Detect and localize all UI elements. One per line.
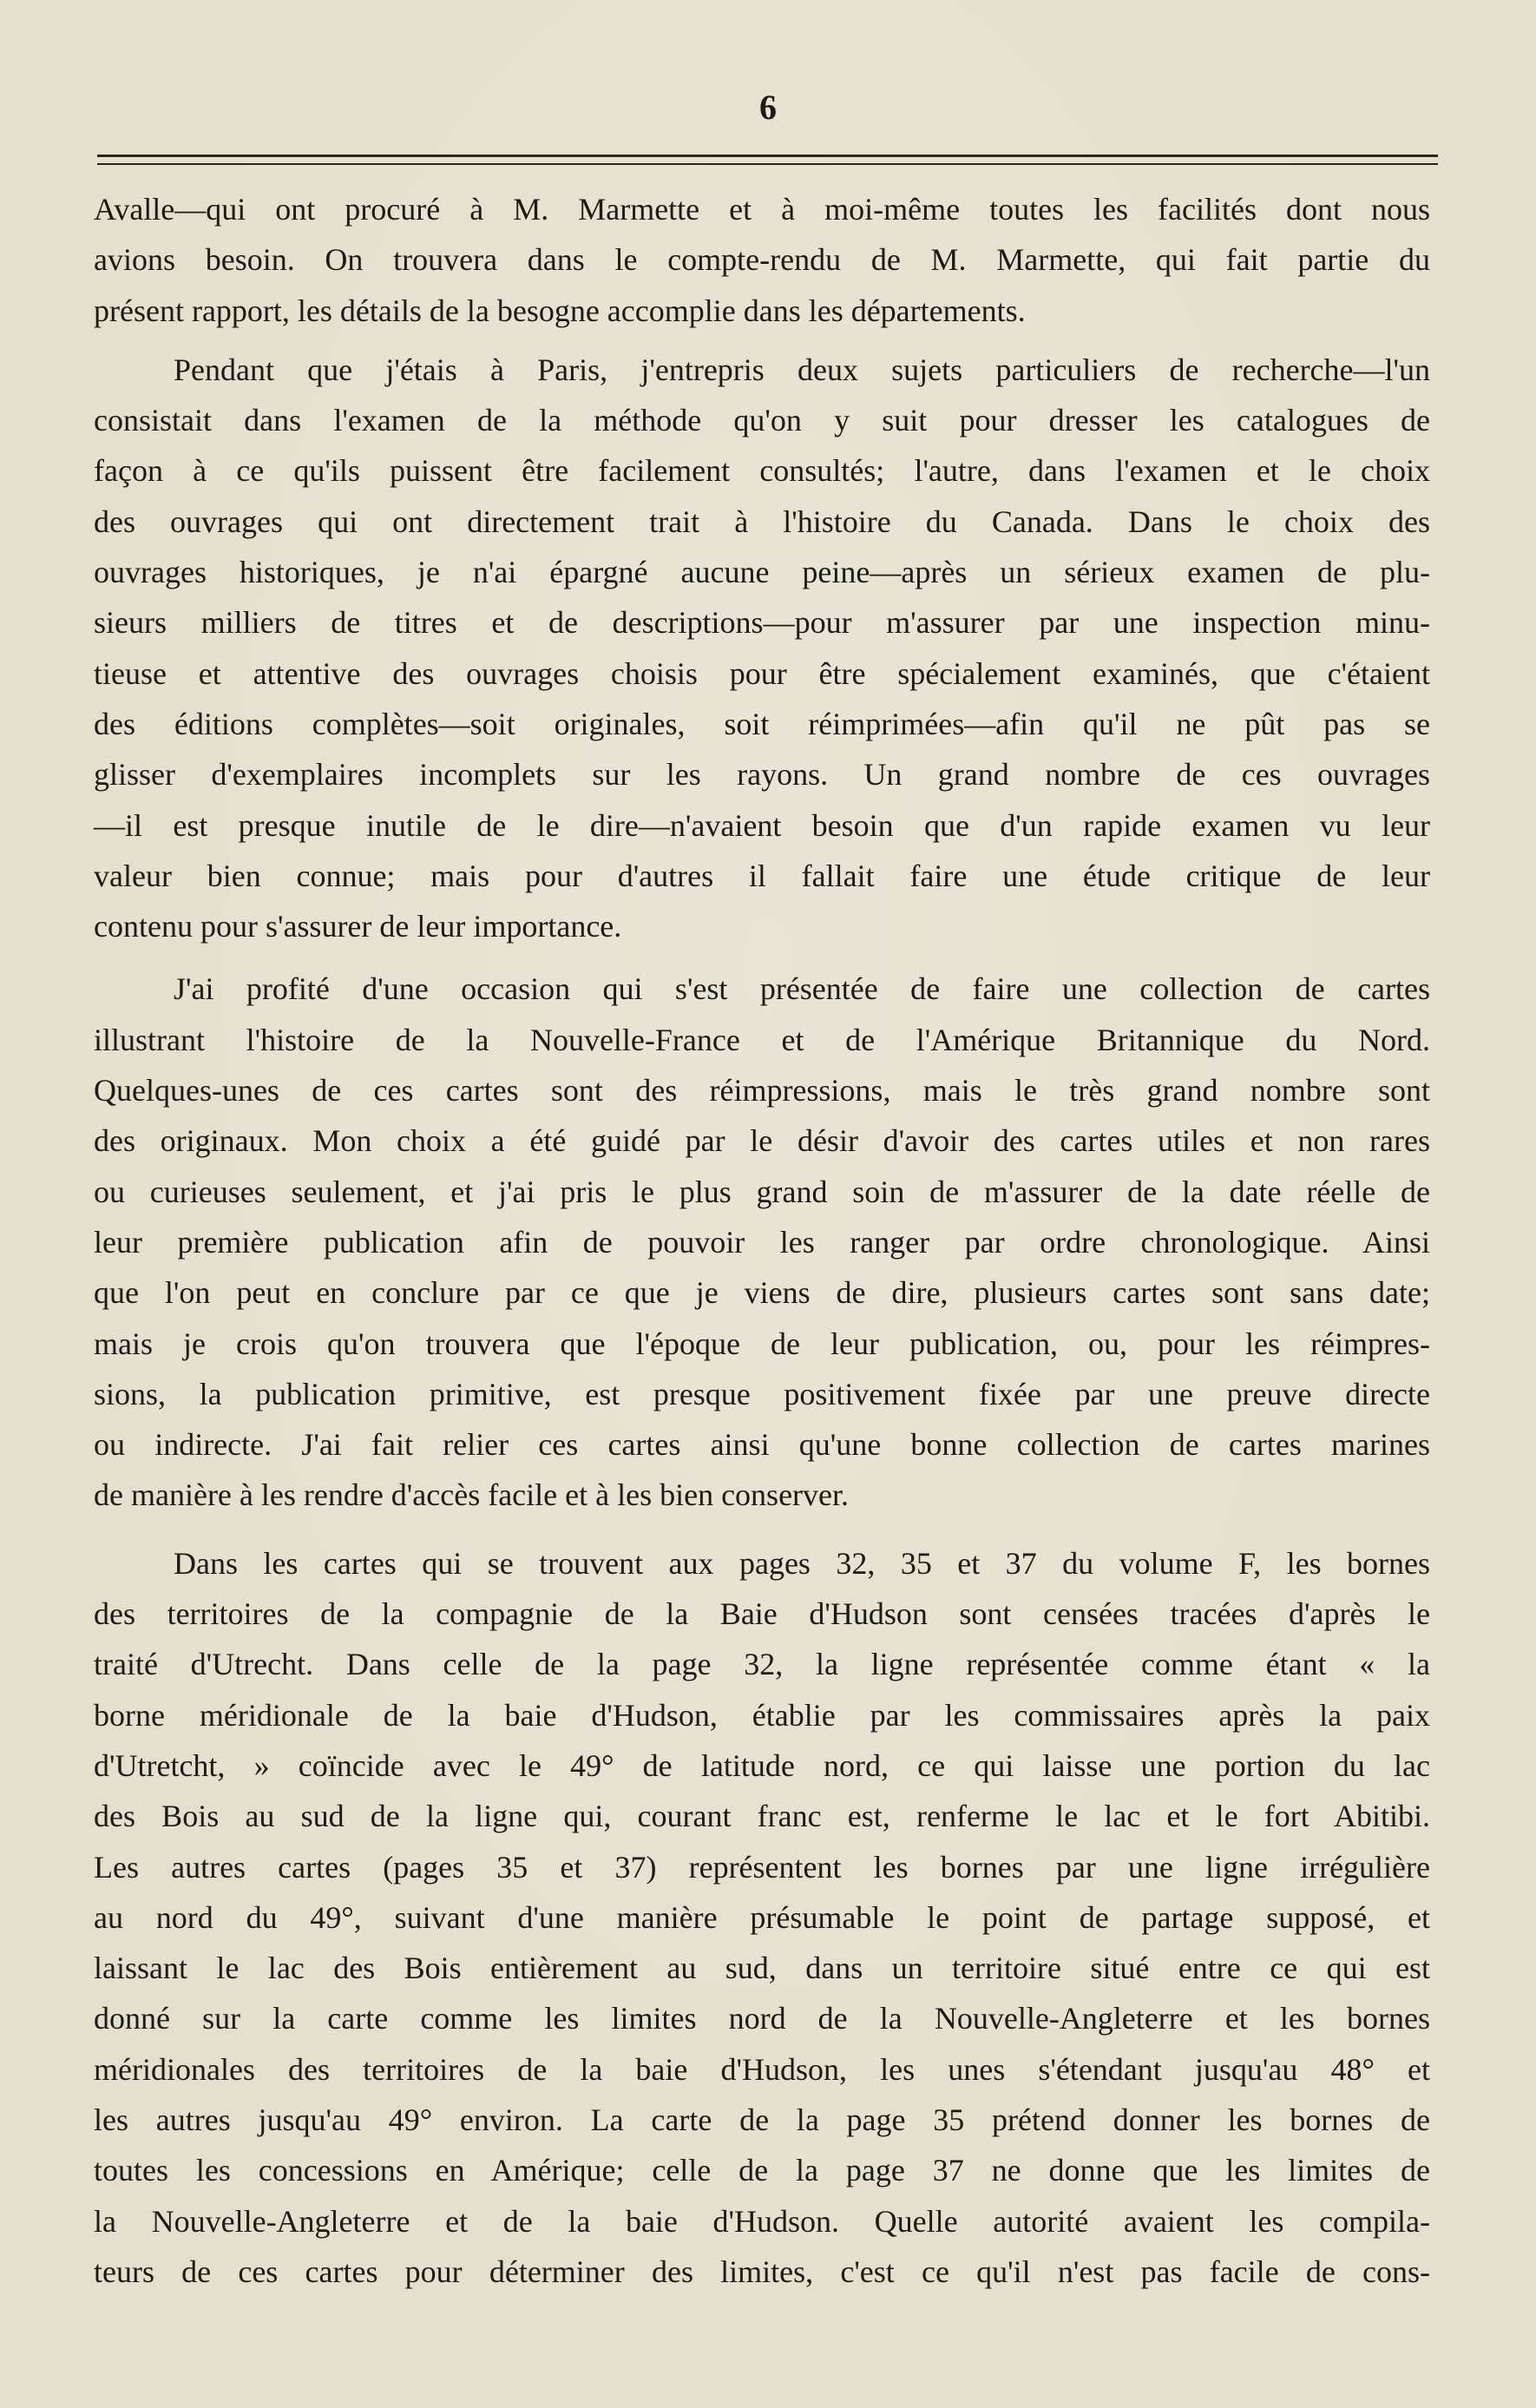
- text-line: façon à ce qu'ils puissent être facilement consultés; l'autre, dans l'examen et le choix: [94, 453, 1430, 489]
- text-line: Avalle—qui ont procuré à M. Marmette et à moi-même toutes les facilités dont nous: [94, 192, 1430, 227]
- text-line: d'Utretcht, » coïncide avec le 49° de latitude nord, ce qui laisse une portion du lac: [94, 1747, 1430, 1783]
- text-line: que l'on peut en conclure par ce que je viens de dire, plusieurs cartes sont sans date;: [94, 1275, 1430, 1311]
- text-line: tieuse et attentive des ouvrages choisis pour être spécialement examinés, que c'étaient: [94, 655, 1430, 691]
- text-line: valeur bien connue; mais pour d'autres il fallait faire une étude critique de leur: [94, 858, 1430, 893]
- text-line: contenu pour s'assurer de leur importance.: [94, 909, 622, 944]
- text-line: teurs de ces cartes pour déterminer des limites, c'est ce qu'il n'est pas facile de cons-: [94, 2253, 1430, 2289]
- text-line: des éditions complètes—soit originales, soit réimprimées—afin qu'il ne pût pas se: [94, 706, 1430, 741]
- text-line: ou curieuses seulement, et j'ai pris le plus grand soin de m'assurer de la date réelle de: [94, 1174, 1430, 1209]
- text-line: laissant le lac des Bois entièrement au sud, dans un territoire situé entre ce qui est: [94, 1951, 1430, 1986]
- text-line: traité d'Utrecht. Dans celle de la page 32, la ligne représentée comme étant « la: [94, 1647, 1430, 1682]
- text-line: mais je crois qu'on trouvera que l'époque de leur publication, ou, pour les réimpres-: [94, 1326, 1430, 1361]
- header-rule-thin: [97, 163, 1438, 165]
- text-line: les autres jusqu'au 49° environ. La carte de la page 35 prétend donner les bornes de: [94, 2102, 1430, 2137]
- text-line: Pendant que j'étais à Paris, j'entrepris deux sujets particuliers de recherche—l'un: [174, 352, 1430, 387]
- text-line: présent rapport, les détails de la besogne accomplie dans les départements.: [94, 293, 1026, 328]
- paragraph-map-collection: [94, 964, 1430, 1520]
- text-line: —il est presque inutile de le dire—n'avaient besoin que d'un rapide examen vu leur: [94, 807, 1430, 843]
- text-line: des Bois au sud de la ligne qui, courant franc est, renferme le lac et le fort Abitibi.: [94, 1799, 1430, 1834]
- text-line: donné sur la carte comme les limites nord de la Nouvelle-Angleterre et les bornes: [94, 2001, 1430, 2036]
- text-line: toutes les concessions en Amérique; celle de la page 37 ne donne que les limites de: [94, 2153, 1430, 2188]
- paragraph-continuation: [94, 184, 1430, 336]
- text-line: Les autres cartes (pages 35 et 37) représentent les bornes par une ligne irrégulière: [94, 1849, 1430, 1885]
- paragraph-hudson-bay-boundaries: [94, 1538, 1430, 2297]
- text-line: borne méridionale de la baie d'Hudson, établie par les commissaires après la paix: [94, 1697, 1430, 1733]
- text-line: ouvrages historiques, je n'ai épargné aucune peine—après un sérieux examen de plu-: [94, 555, 1430, 590]
- body-text: [94, 184, 1430, 2297]
- text-line: J'ai profité d'une occasion qui s'est présentée de faire une collection de cartes: [174, 971, 1430, 1007]
- text-line: avions besoin. On trouvera dans le compte-rendu de M. Marmette, qui fait partie du: [94, 242, 1430, 278]
- text-line: des ouvrages qui ont directement trait à l'histoire du Canada. Dans le choix des: [94, 503, 1430, 539]
- text-line: consistait dans l'examen de la méthode qu'on y suit pour dresser les catalogues de: [94, 403, 1430, 438]
- text-line: la Nouvelle-Angleterre et de la baie d'Hudson. Quelle autorité avaient les compila-: [94, 2203, 1430, 2239]
- page-number: 6: [759, 88, 777, 127]
- text-line: ou indirecte. J'ai fait relier ces cartes ainsi qu'une bonne collection de cartes marines: [94, 1427, 1430, 1463]
- text-line: glisser d'exemplaires incomplets sur les rayons. Un grand nombre de ces ouvrages: [94, 757, 1430, 793]
- text-line: leur première publication afin de pouvoir les ranger par ordre chronologique. Ainsi: [94, 1224, 1430, 1260]
- text-line: sieurs milliers de titres et de descriptions—pour m'assurer par une inspection minu-: [94, 605, 1430, 641]
- text-line: Quelques-unes de ces cartes sont des réimpressions, mais le très grand nombre sont: [94, 1073, 1430, 1109]
- header-rule: [97, 155, 1438, 157]
- paragraph-paris-research: [94, 345, 1430, 952]
- text-line: de manière à les rendre d'accès facile et à les bien conserver.: [94, 1477, 850, 1513]
- text-line: sions, la publication primitive, est presque positivement fixée par une preuve directe: [94, 1376, 1430, 1411]
- text-line: des territoires de la compagnie de la Baie d'Hudson sont censées tracées d'après le: [94, 1596, 1430, 1632]
- text-line: Dans les cartes qui se trouvent aux pages 32, 35 et 37 du volume F, les bornes: [174, 1545, 1430, 1581]
- text-line: des originaux. Mon choix a été guidé par le désir d'avoir des cartes utiles et non rares: [94, 1123, 1430, 1159]
- text-line: au nord du 49°, suivant d'une manière présumable le point de partage supposé, et: [94, 1899, 1430, 1935]
- text-line: méridionales des territoires de la baie d'Hudson, les unes s'étendant jusqu'au 48° et: [94, 2051, 1430, 2087]
- text-line: illustrant l'histoire de la Nouvelle-France et de l'Amérique Britannique du Nord.: [94, 1022, 1430, 1057]
